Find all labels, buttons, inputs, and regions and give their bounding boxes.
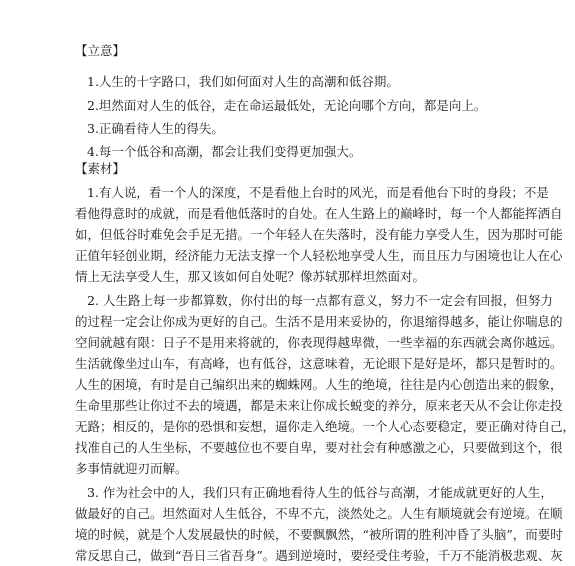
intent-heading: 【立意】: [75, 43, 126, 58]
material-p1-line-4: 正值年轻创业期，经济能力无法支撑一个人轻松地享受人生，而且压力与困境也让人在心: [75, 248, 563, 263]
intent-point-3: 3.正确看待人生的得失。: [87, 121, 224, 136]
material-p2-line-5: 人生的困境，有时是自己编织出来的蜘蛛网。人生的绝境，往往是内心创造出来的假象，: [75, 377, 563, 392]
material-heading: 【素材】: [75, 161, 126, 176]
material-p1-line-3: 如，但低谷时难免会手足无措。一个年轻人在失落时，没有能力享受人生，因为那时可能: [75, 227, 563, 242]
material-p3-line-3: 境的时候，就是个人发展最快的时候，不要飘飘然，“被所谓的胜利冲昏了头脑”，而要时: [75, 527, 563, 542]
material-p2-line-7: 无路；相反的，是你的恐惧和妄想，逼你走入绝境。一个人心态要稳定，要正确对待自己，: [75, 419, 575, 434]
material-p3-line-4: 常反思自己，做到“吾日三省吾身”。遇到逆境时，要经受住考验，千万不能消极悲观、灰: [75, 548, 563, 563]
material-p1-line-5: 情上无法享受人生，那又该如何自处呢？像苏轼那样坦然面对。: [75, 269, 426, 284]
material-p2-line-9: 多事情就迎刃而解。: [75, 461, 188, 476]
material-p2-line-1: 2. 人生路上每一步都算数，你付出的每一点都有意义，努力不一定会有回报，但努力: [87, 293, 553, 308]
material-p3-line-1: 3. 作为社会中的人，我们只有正确地看待人生的低谷与高潮，才能成就更好的人生，: [87, 485, 553, 500]
intent-point-2: 2.坦然面对人生的低谷，走在命运最低处，无论向哪个方向，都是向上。: [87, 98, 487, 113]
intent-point-1: 1.人生的十字路口，我们如何面对人生的高潮和低谷期。: [87, 74, 399, 89]
material-p1-line-2: 看他得意时的成就，而是看他低落时的自处。在人生路上的巅峰时，每一个人都能挥洒自: [75, 206, 563, 221]
material-p1-line-1: 1.有人说，看一个人的深度，不是看他上台时的风光，而是看他台下时的身段；不是: [87, 185, 549, 200]
material-p3-line-2: 做最好的自己。坦然面对人生低谷，不卑不亢，淡然处之。人生有顺境就会有逆境。在顺: [75, 506, 563, 521]
material-p2-line-3: 空间就越有限：日子不是用来将就的，你表现得越卑微，一些幸福的东西就会离你越远。: [75, 335, 563, 350]
material-p2-line-4: 生活就像坐过山车，有高峰，也有低谷，这意味着，无论眼下是好是坏，都只是暂时的。: [75, 356, 563, 371]
material-p2-line-6: 生命里那些让你过不去的境遇，都是未来让你成长蜕变的养分，原来老天从不会让你走投: [75, 398, 563, 413]
intent-point-4: 4.每一个低谷和高潮，都会让我们变得更加强大。: [87, 144, 362, 159]
material-p2-line-2: 的过程一定会让你成为更好的自己。生活不是用来妥协的，你退缩得越多，能让你喘息的: [75, 314, 563, 329]
material-p2-line-8: 找准自己的人生坐标，不要越位也不要自卑，要对社会有种感激之心，只要做到这个，很: [75, 440, 563, 455]
